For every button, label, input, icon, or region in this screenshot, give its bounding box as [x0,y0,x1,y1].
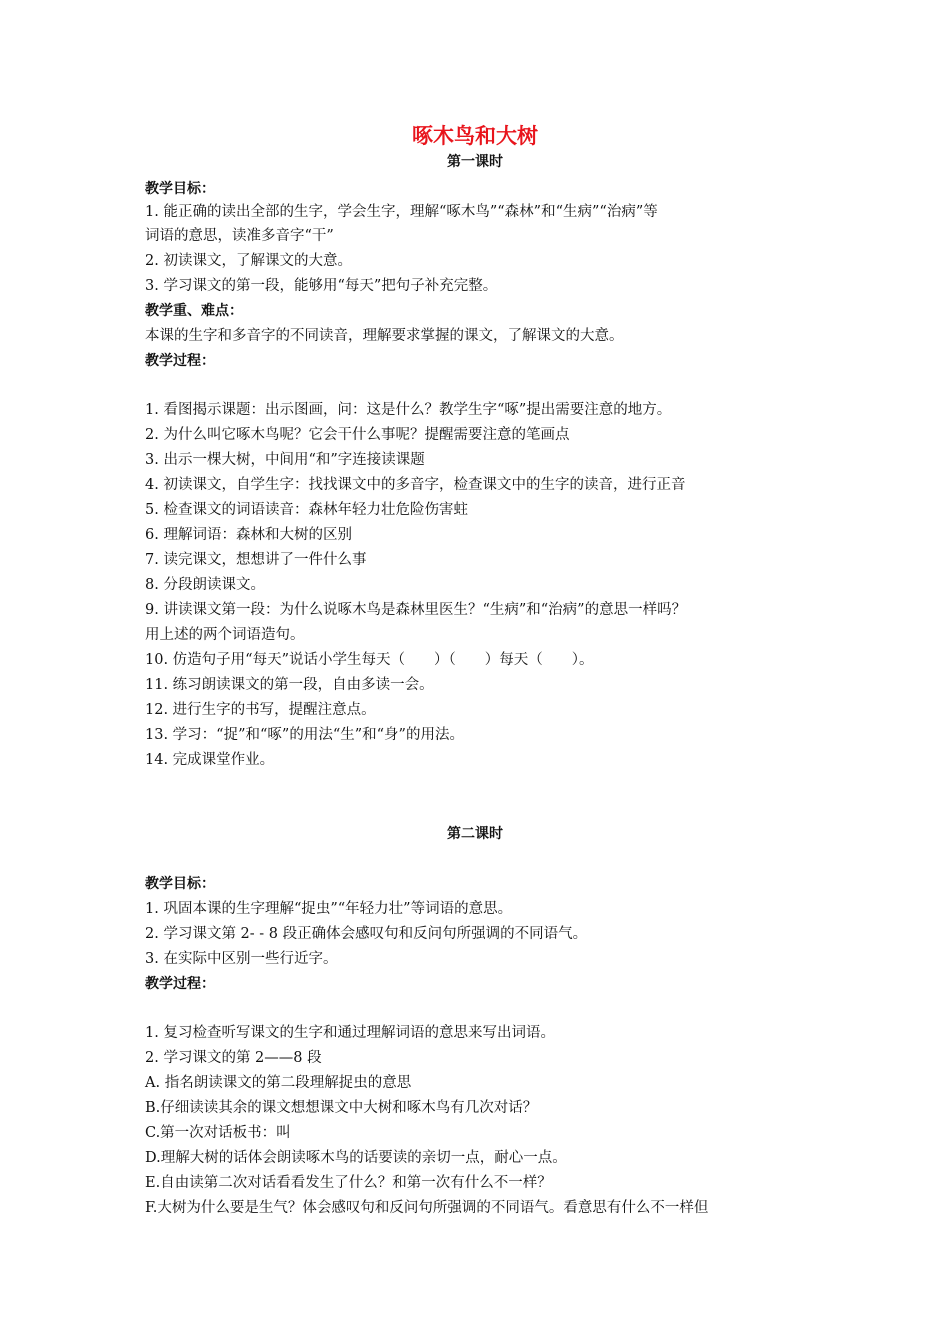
lesson1-process-step: 8. 分段朗读课文。 [145,577,265,593]
lesson1-key-text: 本课的生字和多音字的不同读音，理解要求掌握的课文，了解课文的大意。 [145,328,624,344]
lesson2-process-step: C.第一次对话板书：叫 [145,1125,291,1141]
lesson2-process-step: B.仔细读读其余的课文想想课文中大树和啄木鸟有几次对话？ [145,1100,538,1116]
lesson1-goal-line: 词语的意思，读准多音字“干” [145,228,334,244]
lesson2-process-step: F.大树为什么要是生气？体会感叹句和反问句所强调的不同语气。看意思有什么不一样但 [145,1200,709,1216]
lesson1-goals-heading: 教学目标： [145,181,215,197]
lesson2-process-heading: 教学过程： [145,976,215,992]
lesson1-process-step: 1. 看图揭示课题：出示图画，问：这是什么？教学生字“啄”提出需要注意的地方。 [145,402,672,418]
lesson2-goal-line: 3. 在实际中区别一些行近字。 [145,951,338,967]
lesson1-process-step: 2. 为什么叫它啄木鸟呢？它会干什么事呢？提醒需要注意的笔画点 [145,427,570,443]
lesson1-goal-line: 3. 学习课文的第一段，能够用“每天”把句子补充完整。 [145,278,498,294]
lesson2-goals-heading: 教学目标： [145,876,215,892]
lesson1-process-step: 5. 检查课文的词语读音：森林年轻力壮危险伤害蛀 [145,502,468,518]
document-title: 啄木鸟和大树 [412,124,538,148]
lesson1-process-step: 7. 读完课文，想想讲了一件什么事 [145,552,367,568]
lesson2-goal-line: 2. 学习课文第 2- - 8 段正确体会感叹句和反问句所强调的不同语气。 [145,926,588,942]
lesson1-process-step: 13. 学习：“捉”和“啄”的用法“生”和“身”的用法。 [145,727,464,743]
lesson1-process-step: 9. 讲读课文第一段：为什么说啄木鸟是森林里医生？“生病”和“治病”的意思一样吗？ [145,602,687,618]
lesson1-process-step: 4. 初读课文，自学生字：找找课文中的多音字，检查课文中的生字的读音，进行正音 [145,477,686,493]
lesson1-process-step: 6. 理解词语：森林和大树的区别 [145,527,352,543]
lesson1-goal-line: 2. 初读课文，了解课文的大意。 [145,253,352,269]
lesson1-process-step: 14. 完成课堂作业。 [145,752,275,768]
lesson1-process-step: 12. 进行生字的书写，提醒注意点。 [145,702,376,718]
lesson1-process-step: 10. 仿造句子用“每天”说话小学生每天（ ）（ ）每天（ ）。 [145,652,594,668]
lesson1-process-step: 11. 练习朗读课文的第一段，自由多读一会。 [145,677,434,693]
lesson2-process-step: 2. 学习课文的第 2——8 段 [145,1050,322,1066]
lesson1-process-step: 用上述的两个词语造句。 [145,627,305,643]
lesson1-key-heading: 教学重、难点： [145,303,243,319]
lesson1-heading: 第一课时 [447,154,503,170]
lesson2-process-step: D.理解大树的话体会朗读啄木鸟的话要读的亲切一点，耐心一点。 [145,1150,567,1166]
lesson2-process-step: E.自由读第二次对话看看发生了什么？和第一次有什么不一样？ [145,1175,552,1191]
lesson2-process-step: 1. 复习检查听写课文的生字和通过理解词语的意思来写出词语。 [145,1025,555,1041]
lesson1-process-heading: 教学过程： [145,353,215,369]
lesson2-heading: 第二课时 [447,826,503,842]
lesson2-process-step: A. 指名朗读课文的第二段理解捉虫的意思 [145,1075,412,1091]
lesson1-process-step: 3. 出示一棵大树，中间用“和”字连接读课题 [145,452,425,468]
lesson1-goal-line: 1. 能正确的读出全部的生字，学会生字，理解“啄木鸟”“森林”和“生病”“治病”等 [145,204,658,220]
lesson2-goal-line: 1. 巩固本课的生字理解“捉虫”“年轻力壮”等词语的意思。 [145,901,513,917]
